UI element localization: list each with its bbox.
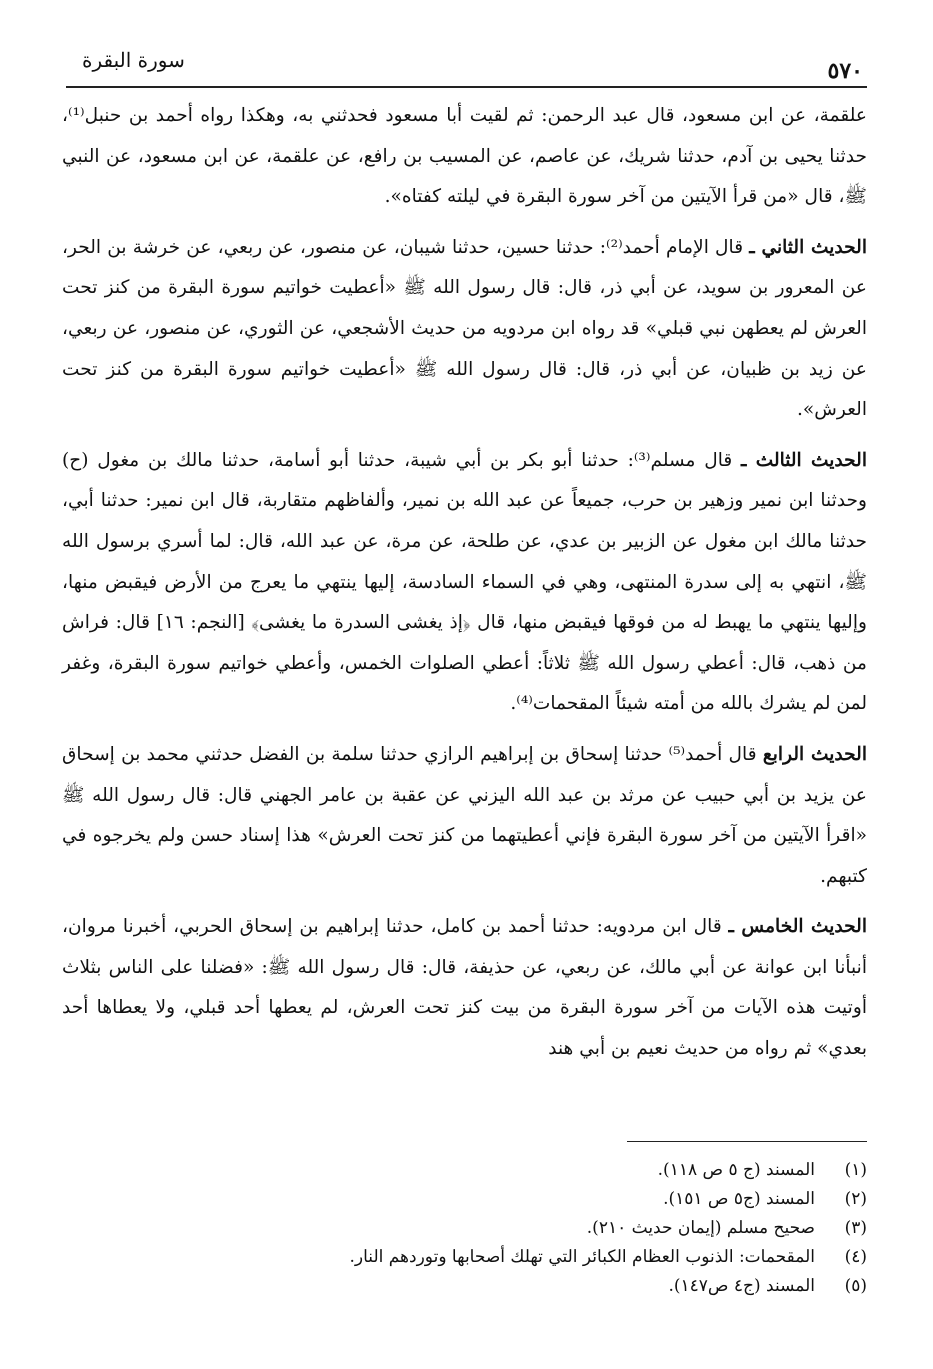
footnote-item bbox=[62, 1156, 867, 1185]
paragraph-hadith-5 bbox=[62, 907, 867, 1069]
page-body bbox=[62, 96, 867, 1070]
paragraph-text: علقمة، عن ابن مسعود، قال عبد الرحمن: ثم لقيت أبا مسعود فحدثني به، وهكذا رواه أحمد بن حنبل⁽¹⁾، حدثنا يحيى بن آدم، حدثنا شريك، عن عاصم، عن المسيب بن رافع، عن علقمة، عن ابن مسعود، عن النبي ﷺ، قال «من قرأ الآيتين من آخر سورة البقرة في ليلته كفتاه». bbox=[62, 105, 867, 208]
footnote-rule bbox=[627, 1141, 867, 1142]
paragraph-text: قال مسلم⁽³⁾: حدثنا أبو بكر بن أبي شيبة، حدثنا أبو أسامة، حدثنا مالك بن مغول (ح) وحدثنا ابن نمير وزهير بن حرب، جميعاً عن عبد الله بن نمير، وألفاظهم متقاربة، قال ابن نمير: حدثنا أبي، حدثنا مالك ابن مغول عن الزبير بن عدي، عن طلحة، عن مرة، عن عبد الله، قال: لما أسري برسول الله ﷺ، انتهي به إلى سدرة المنتهى، وهي في السماء السادسة، إليها ينتهي ما يعرج من الأرض فيقبض منها، وإليها ينتهي ما يهبط له من فوقها فيقبض منها، قال ﴿إذ يغشى السدرة ما يغشى﴾ [النجم: ١٦] قال: فراش من ذهب، قال: أعطي رسول الله ﷺ ثلاثاً: أعطي الصلوات الخمس، وأعطي خواتيم سورة البقرة، وغفر لمن لم يشرك بالله من أمته شيئاً المقحمات⁽⁴⁾. bbox=[62, 449, 867, 715]
paragraph-heading: الحديث الخامس ـ bbox=[728, 916, 867, 938]
paragraph-hadith-2 bbox=[62, 228, 867, 431]
footnote-text: المسند (ج٥ ص ١٥١). bbox=[663, 1189, 815, 1209]
paragraph-heading: الحديث الثاني ـ bbox=[749, 236, 867, 258]
footnote-number: (٥) bbox=[844, 1276, 867, 1296]
footnote-item bbox=[62, 1214, 867, 1243]
footnote-text: صحيح مسلم (إيمان حديث ٢١٠). bbox=[586, 1218, 815, 1238]
footnote-number: (٤) bbox=[844, 1247, 867, 1267]
footnote-text: المقحمات: الذنوب العظام الكبائر التي تهلك أصحابها وتوردهم النار. bbox=[349, 1247, 815, 1267]
paragraph-text: قال ابن مردويه: حدثنا أحمد بن كامل، حدثنا إبراهيم بن إسحاق الحربي، أخبرنا مروان، أنبأنا ابن عوانة عن أبي مالك، عن ربعي، عن حذيفة، قال: قال رسول الله ﷺ: «فضلنا على الناس بثلاث أوتيت هذه الآيات من آخر سورة البقرة من بيت كنز تحت العرش، لم يعطها أحد قبلي، ولا يعطاها أحد بعدي» ثم رواه من حديث نعيم بن أبي هند bbox=[62, 916, 867, 1060]
footnote-item bbox=[62, 1243, 867, 1272]
header-rule bbox=[66, 86, 867, 88]
paragraph-hadith-4 bbox=[62, 735, 867, 897]
page-header bbox=[70, 44, 863, 84]
footnote-text: المسند (ج ٥ ص ١١٨). bbox=[657, 1160, 815, 1180]
footnote-number: (١) bbox=[844, 1160, 867, 1180]
running-title: سورة البقرة bbox=[82, 48, 185, 72]
paragraph-text: قال أحمد⁽⁵⁾ حدثنا إسحاق بن إبراهيم الرازي حدثنا سلمة بن الفضل حدثني محمد بن إسحاق عن يزيد بن أبي حبيب عن مرثد بن عبد الله اليزني عن عقبة بن عامر الجهني قال: قال رسول الله ﷺ «اقرأ الآيتين من آخر سورة البقرة فإني أعطيتهما من كنز تحت العرش» هذا إسناد حسن ولم يخرجوه في كتبهم. bbox=[62, 743, 867, 887]
paragraph-continuation bbox=[62, 96, 867, 218]
paragraph-hadith-3 bbox=[62, 441, 867, 725]
footnote-item bbox=[62, 1185, 867, 1214]
footnote-text: المسند (ج٤ ص١٤٧). bbox=[668, 1276, 815, 1296]
paragraph-text: قال الإمام أحمد⁽²⁾: حدثنا حسين، حدثنا شيبان، عن منصور، عن ربعي، عن خرشة بن الحر، عن المعرور بن سويد، عن أبي ذر، قال: قال رسول الله ﷺ «أعطيت خواتيم سورة البقرة من كنز تحت العرش لم يعطهن نبي قبلي» قد رواه ابن مردويه من حديث الأشجعي، عن الثوري، عن منصور، عن ربعي، عن زيد بن ظبيان، عن أبي ذر، قال: قال رسول الله ﷺ «أعطيت خواتيم سورة البقرة من كنز تحت العرش». bbox=[62, 236, 867, 421]
paragraph-heading: الحديث الرابع bbox=[762, 743, 868, 765]
footnote-number: (٢) bbox=[844, 1189, 867, 1209]
page-number: ٥٧٠ bbox=[827, 58, 863, 84]
footnotes bbox=[62, 1156, 867, 1301]
footnote-number: (٣) bbox=[844, 1218, 867, 1238]
paragraph-heading: الحديث الثالث ـ bbox=[740, 449, 868, 471]
footnote-item bbox=[62, 1272, 867, 1301]
